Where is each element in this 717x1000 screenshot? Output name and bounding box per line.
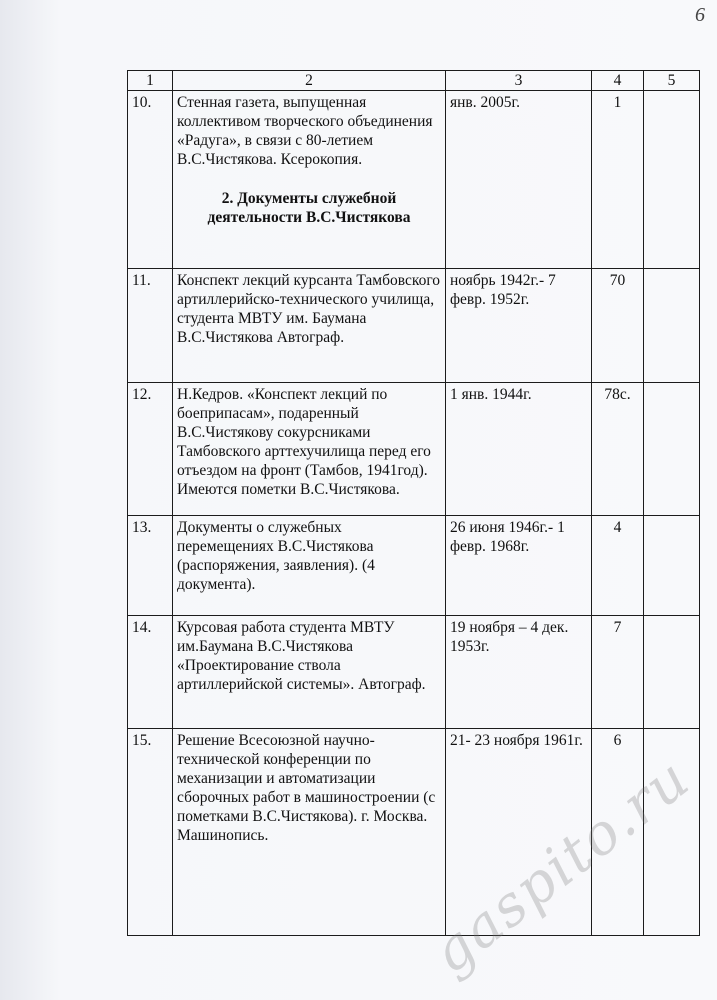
row-quantity: 4: [592, 516, 644, 616]
table-row: [128, 383, 700, 516]
row-number: 13.: [128, 516, 173, 616]
row-description: Документы о служебных перемещениях В.С.Чистякова (распоряжения, заявления). (4 документа).: [173, 516, 446, 616]
row-date: 19 ноября – 4 дек. 1953г.: [446, 616, 592, 729]
row-note: [644, 269, 700, 383]
row-date: 1 янв. 1944г.: [446, 383, 592, 516]
table-row: [128, 616, 700, 729]
page-number: 6: [695, 4, 705, 26]
header-row: [128, 71, 700, 91]
watermark: gaspito.ru: [420, 745, 703, 987]
header-col-3: 3: [446, 71, 592, 91]
row-number: 15.: [128, 729, 173, 936]
row-date: 26 июня 1946г.- 1 февр. 1968г.: [446, 516, 592, 616]
row-quantity: 78с.: [592, 383, 644, 516]
row-number: 14.: [128, 616, 173, 729]
row-date: 21- 23 ноября 1961г.: [446, 729, 592, 936]
row-quantity: 6: [592, 729, 644, 936]
section-title: [177, 189, 441, 227]
section-title-line-1: 2. Документы служебной: [221, 190, 397, 207]
row-number: 11.: [128, 269, 173, 383]
row-description: Н.Кедров. «Конспект лекций по боеприпасам», подаренный В.С.Чистякову сокурсниками Тамбовского арттехучилища перед его отъездом на фронт (Тамбов, 1941год). Имеются пометки В.С.Чистякова.: [173, 383, 446, 516]
row-date: янв. 2005г.: [446, 91, 592, 269]
row-quantity: 1: [592, 91, 644, 269]
row-number: 10.: [128, 91, 173, 269]
row-note: [644, 616, 700, 729]
row-date: ноябрь 1942г.- 7 февр. 1952г.: [446, 269, 592, 383]
header-col-2: 2: [173, 71, 446, 91]
row-description: Конспект лекций курсанта Тамбовского артиллерийско-технического училища, студента МВТУ им. Баумана В.С.Чистякова Автограф.: [173, 269, 446, 383]
row-note: [644, 516, 700, 616]
header-col-5: 5: [644, 71, 700, 91]
table-row: [128, 516, 700, 616]
row-number: 12.: [128, 383, 173, 516]
row-description: Курсовая работа студента МВТУ им.Баумана В.С.Чистякова «Проектирование ствола артиллерийской системы». Автограф.: [173, 616, 446, 729]
section-title-line-2: деятельности В.С.Чистякова: [207, 209, 411, 226]
row-quantity: 7: [592, 616, 644, 729]
table-row: [128, 269, 700, 383]
row-description: Решение Всесоюзной научно-технической конференции по механизации и автоматизации сборочных работ в машиностроении (с пометками В.С.Чистякова). г. Москва. Машинопись.: [173, 729, 446, 936]
row-note: [644, 91, 700, 269]
table-row: [128, 91, 700, 269]
row-note: [644, 383, 700, 516]
header-col-1: 1: [128, 71, 173, 91]
row-description: [173, 91, 446, 269]
header-col-4: 4: [592, 71, 644, 91]
row-description-text: Стенная газета, выпущенная коллективом творческого объединения «Радуга», в связи с 80-летием В.С.Чистякова. Ксерокопия.: [177, 94, 433, 168]
row-quantity: 70: [592, 269, 644, 383]
